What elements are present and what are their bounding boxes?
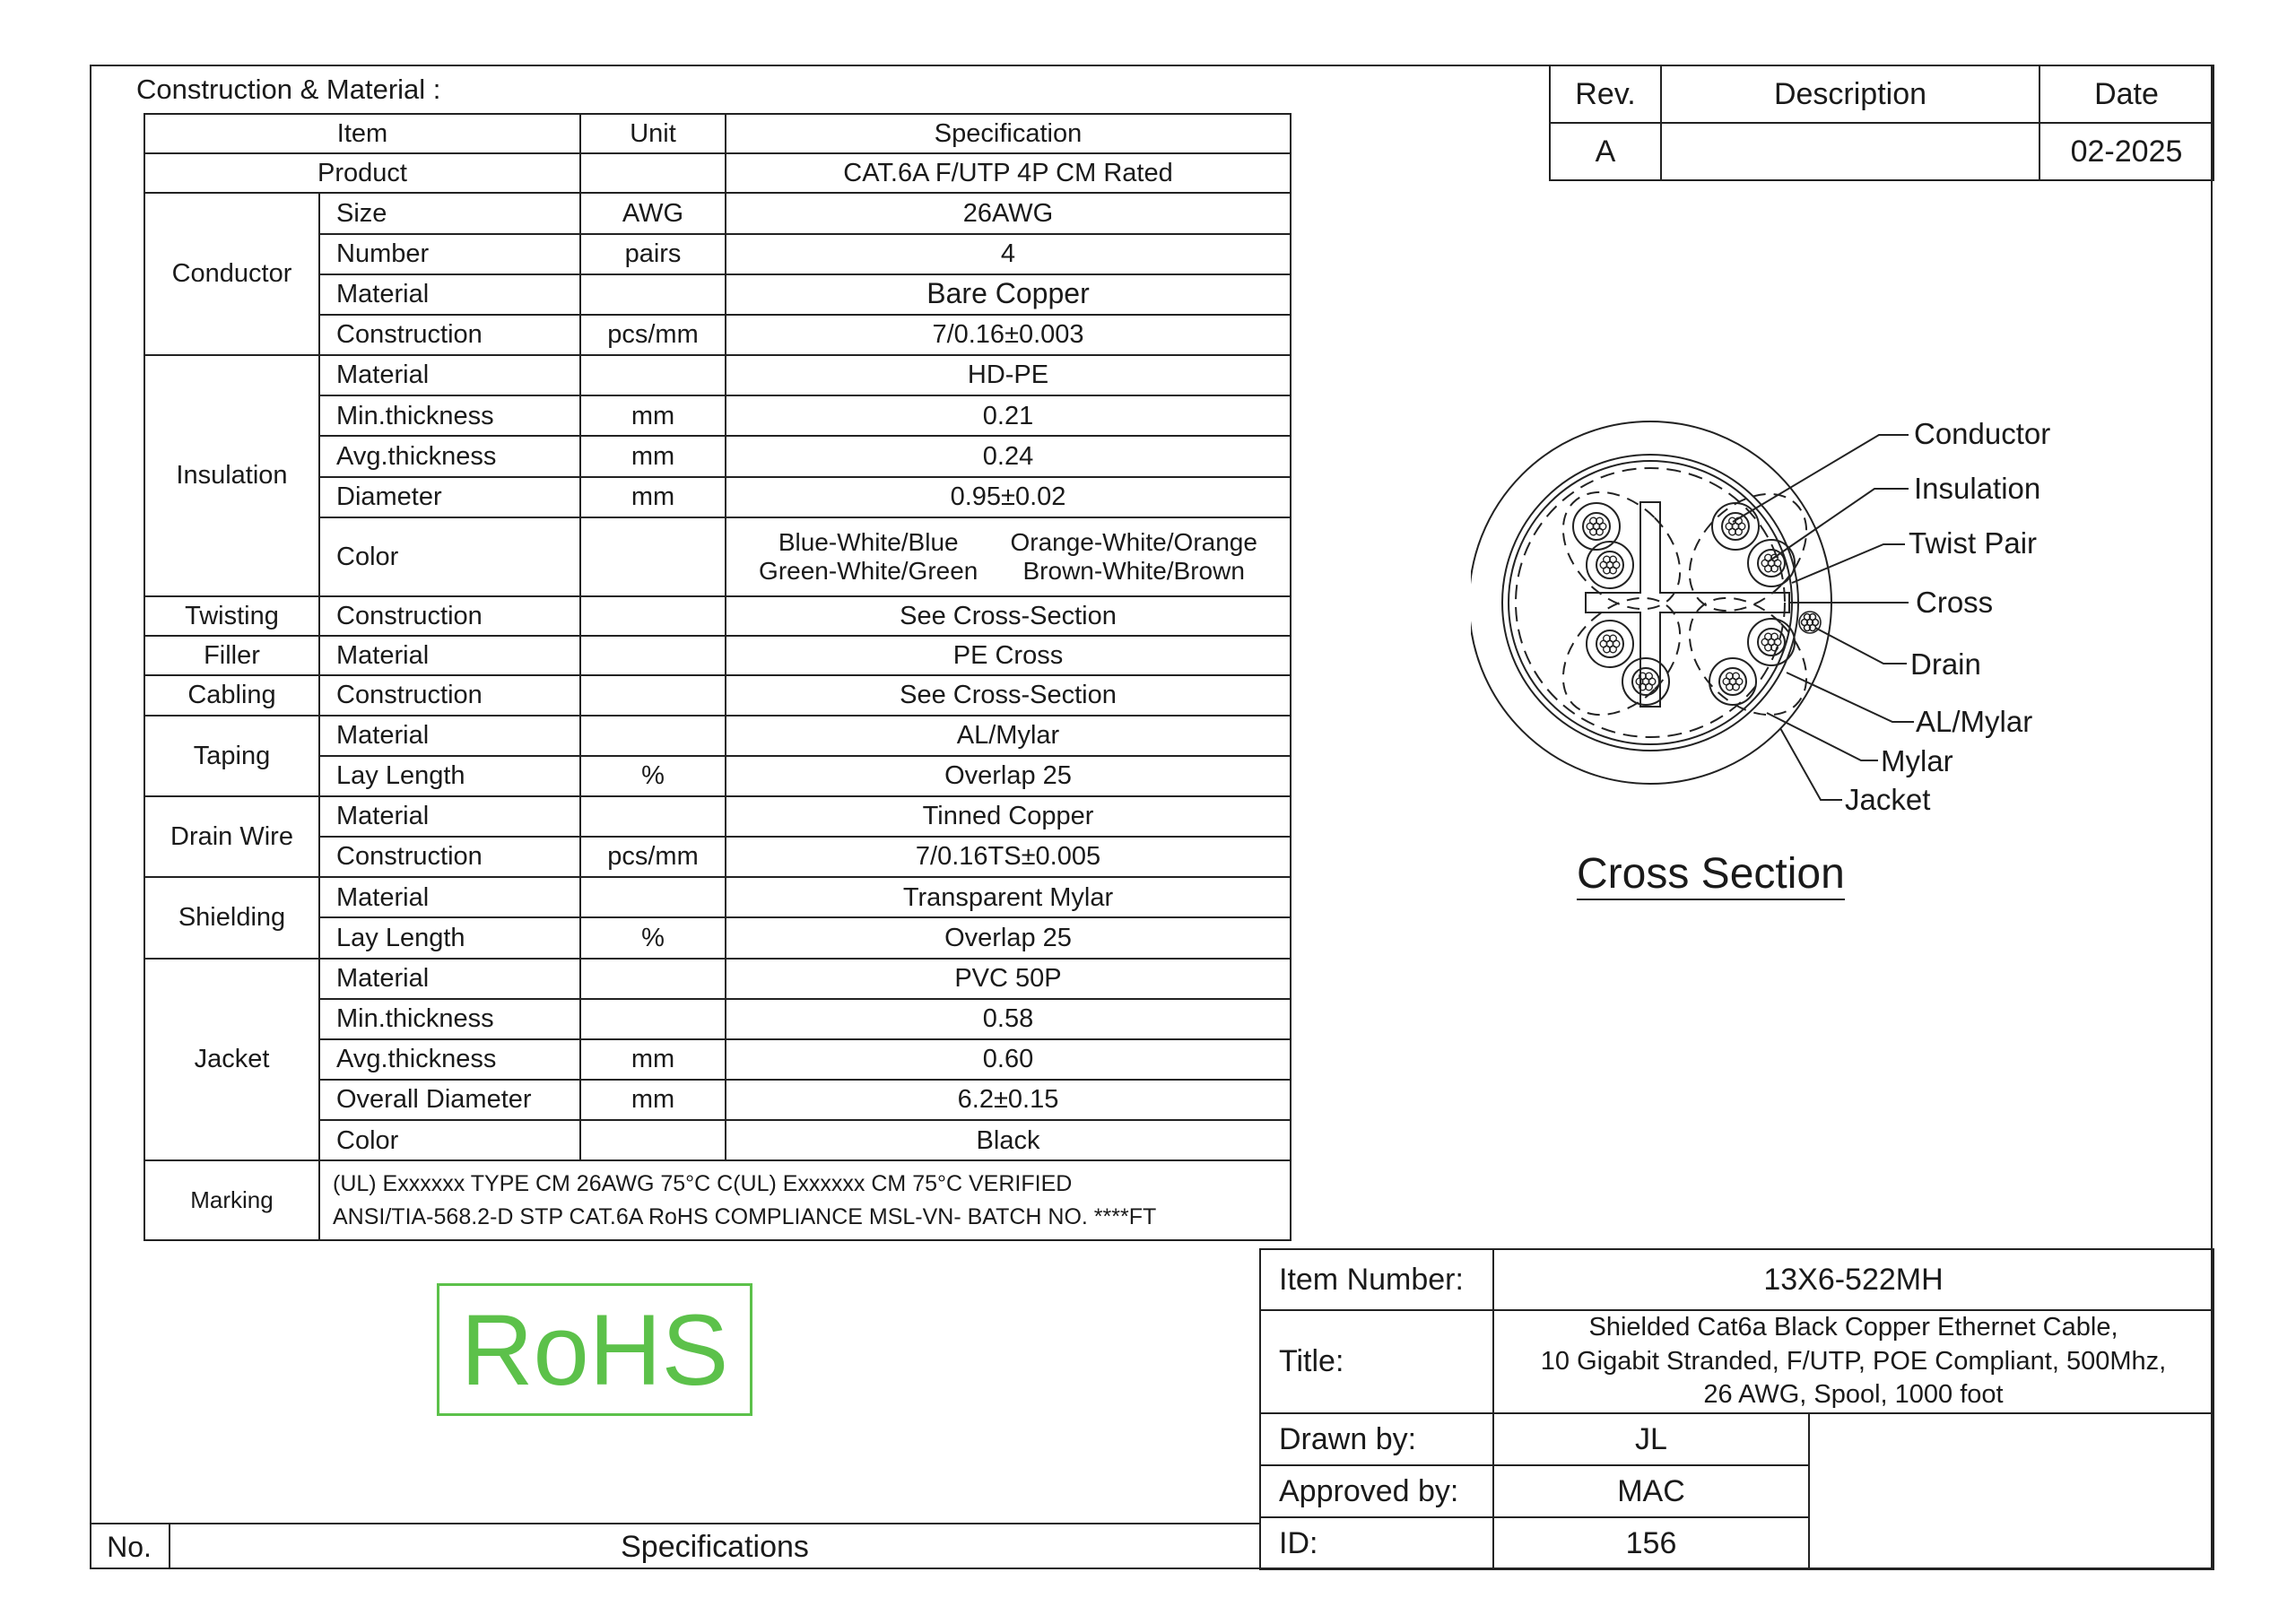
table-row [144, 675, 1291, 715]
group-twisting: Twisting [144, 596, 319, 636]
inner-wrap [1516, 468, 1785, 737]
table-row [144, 877, 1291, 917]
sub-item: Avg.thickness [319, 1039, 580, 1080]
description-value [1661, 123, 2039, 180]
unit-cell [580, 796, 726, 837]
group-jacket: Jacket [144, 959, 319, 1161]
spec-cell: 6.2±0.15 [726, 1080, 1291, 1120]
unit-cell: pcs/mm [580, 837, 726, 877]
table-row [144, 716, 1291, 756]
spec-cell: 0.21 [726, 395, 1291, 436]
header-item: Item [144, 114, 580, 153]
spec-cell: 0.60 [726, 1039, 1291, 1080]
conductor-icon [1709, 658, 1756, 705]
table-row [144, 193, 1291, 233]
specifications-label: Specifications [169, 1523, 1261, 1569]
item-number-value: 13X6-522MH [1493, 1249, 2213, 1310]
marking-text [319, 1160, 1291, 1240]
unit-cell: mm [580, 477, 726, 517]
group-insulation: Insulation [144, 355, 319, 596]
sub-item: Size [319, 193, 580, 233]
spec-cell: PVC 50P [726, 959, 1291, 999]
spec-cell: Tinned Copper [726, 796, 1291, 837]
sub-item: Construction [319, 596, 580, 636]
unit-cell [580, 877, 726, 917]
sub-item: Avg.thickness [319, 436, 580, 476]
spec-cell: 4 [726, 234, 1291, 274]
title-value [1493, 1310, 2213, 1413]
label-cross: Cross [1916, 586, 1994, 619]
sub-item: Construction [319, 837, 580, 877]
label-mylar: Mylar [1881, 744, 1953, 777]
sub-item: Material [319, 355, 580, 395]
spec-cell: HD-PE [726, 355, 1291, 395]
color-pair: Brown-White/Brown [1022, 556, 1245, 585]
spec-cell: 26AWG [726, 193, 1291, 233]
sub-item: Min.thickness [319, 999, 580, 1039]
label-twist-pair: Twist Pair [1909, 526, 2038, 560]
spec-cell: PE Cross [726, 636, 1291, 675]
cross-section-diagram [1471, 395, 2099, 843]
label-drain: Drain [1910, 647, 1981, 681]
twist-pair-outline [1540, 575, 1702, 737]
spec-cell: Overlap 25 [726, 917, 1291, 958]
no-label: No. [90, 1523, 170, 1569]
group-marking: Marking [144, 1160, 319, 1240]
table-row [144, 959, 1291, 999]
spec-cell: See Cross-Section [726, 675, 1291, 715]
table-row [1550, 123, 2213, 180]
approved-by-label: Approved by: [1260, 1465, 1493, 1517]
id-value: 156 [1493, 1517, 1809, 1569]
sub-item: Number [319, 234, 580, 274]
sub-item: Material [319, 959, 580, 999]
table-row [144, 1160, 1291, 1240]
unit-cell [580, 716, 726, 756]
sub-item: Color [319, 1120, 580, 1160]
id-label: ID: [1260, 1517, 1493, 1569]
item-number-label: Item Number: [1260, 1249, 1493, 1310]
title-label: Title: [1260, 1310, 1493, 1413]
conductor-icon [1587, 542, 1633, 588]
drawn-by-value: JL [1493, 1413, 1809, 1465]
spec-cell: Black [726, 1120, 1291, 1160]
unit-cell [580, 274, 726, 315]
spec-cell: Overlap 25 [726, 756, 1291, 796]
marking-line-2: ANSI/TIA-568.2-D STP CAT.6A RoHS COMPLIANCE MSL-VN- BATCH NO. ****FT [333, 1203, 1157, 1229]
twist-pair-outline [1540, 469, 1702, 631]
unit-cell: pairs [580, 234, 726, 274]
conductor-icon [1748, 619, 1795, 665]
group-drain-wire: Drain Wire [144, 796, 319, 877]
label-jacket: Jacket [1845, 783, 1931, 816]
product-label: Product [144, 153, 580, 193]
table-row [144, 636, 1291, 675]
table-row [144, 114, 1291, 153]
sub-item: Material [319, 716, 580, 756]
label-conductor: Conductor [1914, 417, 2051, 450]
header-specification: Specification [726, 114, 1291, 153]
header-unit: Unit [580, 114, 726, 153]
color-spec-cell [726, 517, 1291, 596]
unit-cell [580, 636, 726, 675]
approved-by-value: MAC [1493, 1465, 1809, 1517]
group-conductor: Conductor [144, 193, 319, 355]
marking-line-1: (UL) Exxxxxx TYPE CM 26AWG 75°C C(UL) Exxxxxx CM 75°C VERIFIED [333, 1171, 1073, 1197]
unit-cell: mm [580, 1039, 726, 1080]
sub-item: Material [319, 796, 580, 837]
rev-header: Rev. [1550, 65, 1661, 123]
unit-cell [580, 959, 726, 999]
product-spec: CAT.6A F/UTP 4P CM Rated [726, 153, 1291, 193]
title-line: 10 Gigabit Stranded, F/UTP, POE Compliant, 500Mhz, [1540, 1346, 2167, 1376]
sub-item: Construction [319, 315, 580, 355]
sub-item: Min.thickness [319, 395, 580, 436]
sub-item: Diameter [319, 477, 580, 517]
group-filler: Filler [144, 636, 319, 675]
rohs-logo: RoHS [437, 1283, 752, 1416]
rev-value: A [1550, 123, 1661, 180]
twist-pair-outline [1666, 471, 1829, 633]
spec-cell: Bare Copper [726, 274, 1291, 315]
label-insulation: Insulation [1914, 472, 2041, 505]
spec-cell: 7/0.16TS±0.005 [726, 837, 1291, 877]
spec-cell: AL/Mylar [726, 716, 1291, 756]
unit-cell [580, 517, 726, 596]
sub-item: Overall Diameter [319, 1080, 580, 1120]
sub-item: Construction [319, 675, 580, 715]
table-row [144, 153, 1291, 193]
table-row [144, 355, 1291, 395]
unit-cell: AWG [580, 193, 726, 233]
sub-item: Material [319, 636, 580, 675]
spec-cell: See Cross-Section [726, 596, 1291, 636]
date-value: 02-2025 [2039, 123, 2213, 180]
title-line: 26 AWG, Spool, 1000 foot [1703, 1380, 2004, 1410]
table-row [144, 596, 1291, 636]
unit-cell: mm [580, 436, 726, 476]
sub-item: Material [319, 274, 580, 315]
description-header: Description [1661, 65, 2039, 123]
table-row [144, 796, 1291, 837]
unit-cell [580, 355, 726, 395]
jacket-outer [1471, 421, 1831, 784]
conductor-icon [1748, 540, 1795, 586]
group-cabling: Cabling [144, 675, 319, 715]
unit-cell [580, 153, 726, 193]
sub-item: Material [319, 877, 580, 917]
revision-table [1549, 65, 2214, 181]
construction-heading: Construction & Material : [136, 74, 441, 105]
table-row [1260, 1413, 2213, 1465]
unit-cell: mm [580, 1080, 726, 1120]
spec-cell: 0.58 [726, 999, 1291, 1039]
spec-cell: Transparent Mylar [726, 877, 1291, 917]
table-row [1550, 65, 2213, 123]
sub-item: Lay Length [319, 756, 580, 796]
unit-cell: % [580, 917, 726, 958]
table-row [1260, 1310, 2213, 1413]
spec-cell: 0.95±0.02 [726, 477, 1291, 517]
mylar-layer [1509, 461, 1792, 744]
spec-cell: 7/0.16±0.003 [726, 315, 1291, 355]
conductor-icon [1587, 621, 1633, 667]
unit-cell [580, 675, 726, 715]
color-pair: Orange-White/Orange [1010, 527, 1257, 556]
sub-item: Lay Length [319, 917, 580, 958]
title-line: Shielded Cat6a Black Copper Ethernet Cable, [1588, 1313, 2118, 1342]
cross-section-title: Cross Section [1577, 852, 1845, 900]
label-al-mylar: AL/Mylar [1916, 705, 2033, 738]
group-shielding: Shielding [144, 877, 319, 958]
unit-cell [580, 999, 726, 1039]
color-pair: Green-White/Green [759, 556, 978, 585]
spec-table [144, 113, 1292, 1241]
table-row [1260, 1249, 2213, 1310]
drain-wire [1799, 612, 1821, 633]
sub-item: Color [319, 517, 580, 596]
unit-cell [580, 596, 726, 636]
drawn-by-label: Drawn by: [1260, 1413, 1493, 1465]
group-taping: Taping [144, 716, 319, 796]
color-pair: Blue-White/Blue [778, 527, 959, 556]
unit-cell: mm [580, 395, 726, 436]
unit-cell [580, 1120, 726, 1160]
title-block-blank [1809, 1413, 2213, 1569]
unit-cell: pcs/mm [580, 315, 726, 355]
title-block [1259, 1248, 2214, 1570]
date-header: Date [2039, 65, 2213, 123]
spec-cell: 0.24 [726, 436, 1291, 476]
unit-cell: % [580, 756, 726, 796]
